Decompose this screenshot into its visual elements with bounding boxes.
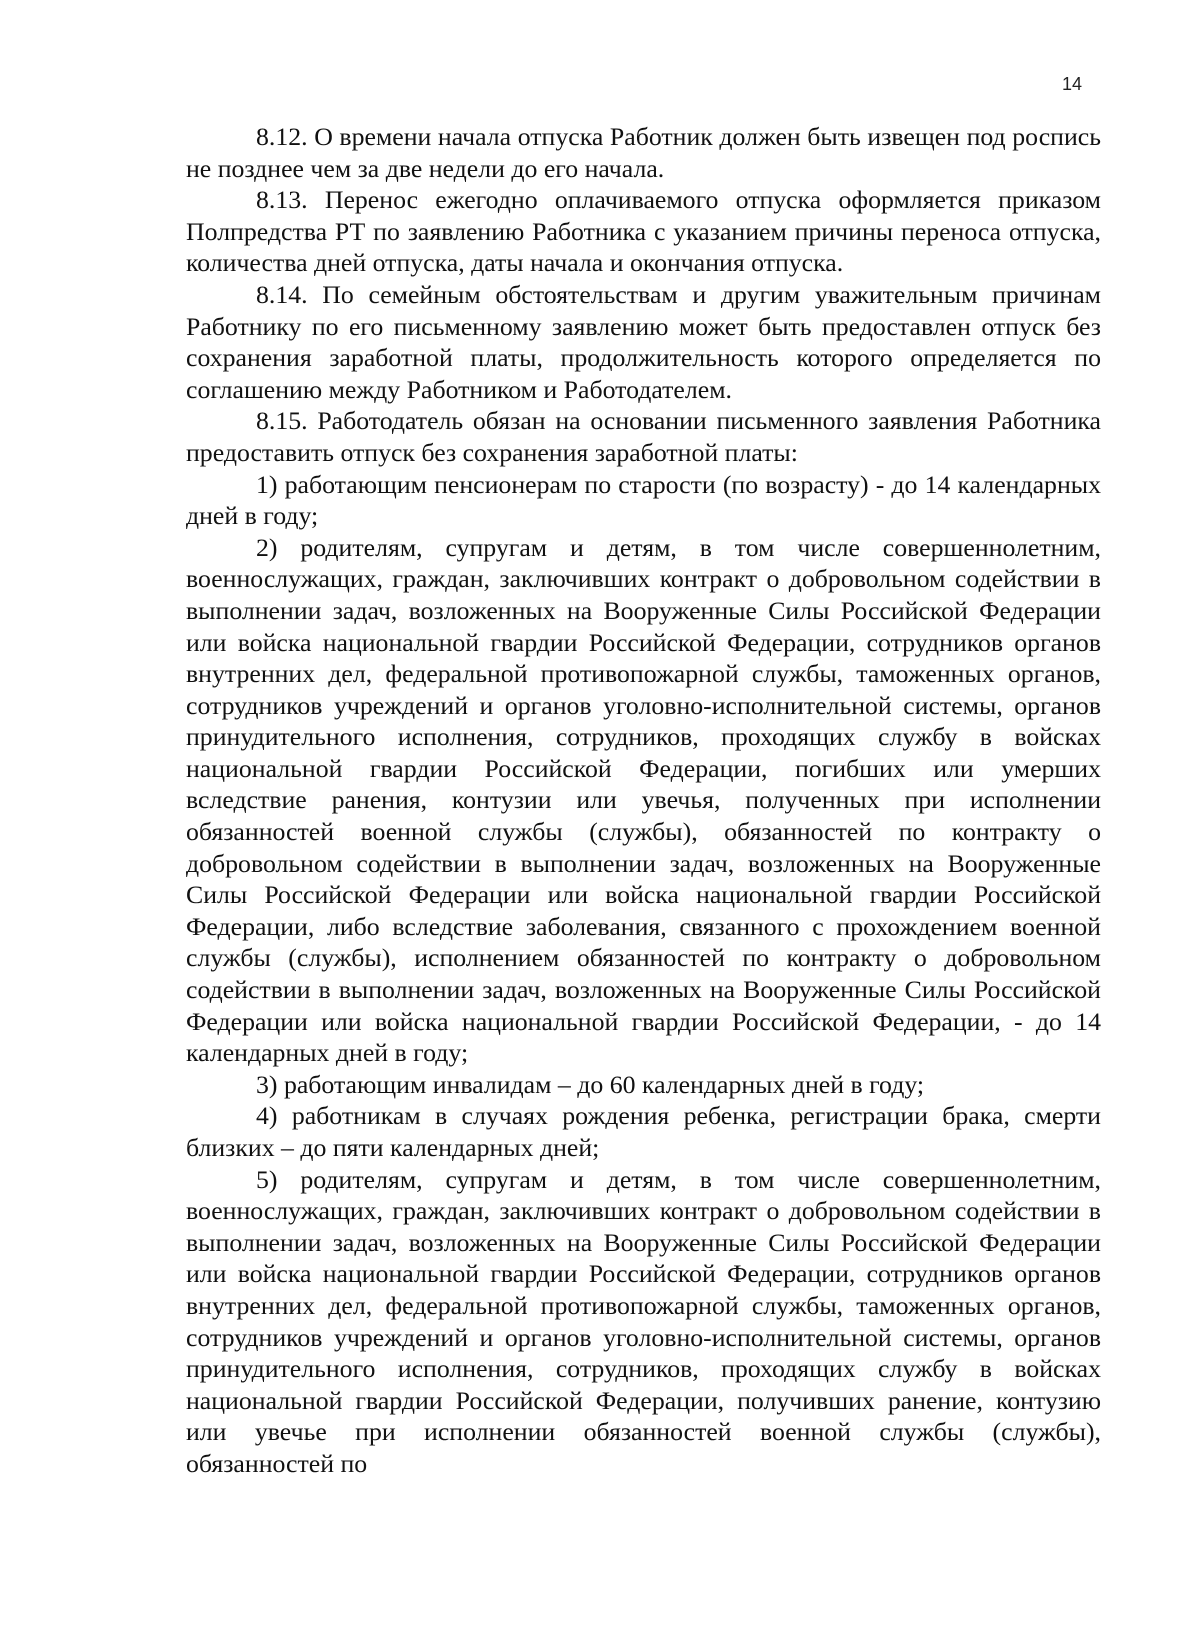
- list-item-4: 4) работникам в случаях рождения ребенка, регистрации брака, смерти близких – до пяти календарных дней;: [186, 1101, 1101, 1162]
- paragraph-8-13: 8.13. Перенос ежегодно оплачиваемого отпуска оформляется приказом Полпредства РТ по заявлению Работника с указанием причины переноса отпуска, количества дней отпуска, даты начала и окончания отпуска.: [186, 185, 1101, 278]
- paragraph-8-14: 8.14. По семейным обстоятельствам и другим уважительным причинам Работнику по его письменному заявлению может быть предоставлен отпуск без сохранения заработной платы, продолжительность которого определяется по соглашению между Работником и Работодателем.: [186, 279, 1101, 404]
- list-item-1: 1) работающим пенсионерам по старости (по возрасту) - до 14 календарных дней в году;: [186, 469, 1101, 531]
- page-number: 14: [1062, 74, 1083, 94]
- list-item-2: 2) родителям, супругам и детям, в том числе совершеннолетним, военнослужащих, граждан, заключивших контракт о добровольном содействии в выполнении задач, возложенных на Вооруженные Силы Российской Федерации или войска национальной гвардии Российской Федерации, сотрудников органов внутренних дел, федеральной противопожарной службы, таможенных органов, сотрудников учреждений и органов уголовно-исполнительной системы, органов принудительного исполнения, сотрудников, проходящих службу в войсках национальной гвардии Российской Федерации, погибших или умерших вследствие ранения, контузии или увечья, полученных при исполнении обязанностей военной службы (службы), обязанностей по контракту о добровольном содействии в выполнении задач, возложенных на Вооруженные Силы Российской Федерации или войска национальной гвардии Российской Федерации, либо вследствие заболевания, связанного с прохождением военной службы (службы), исполнением обязанностей по контракту о добровольном содействии в выполнении задач, возложенных на Вооруженные Силы Российской Федерации или войска национальной гвардии Российской Федерации, - до 14 календарных дней в году;: [186, 532, 1101, 1068]
- list-item-5: 5) родителям, супругам и детям, в том числе совершеннолетним, военнослужащих, граждан, заключивших контракт о добровольном содействии в выполнении задач, возложенных на Вооруженные Силы Российской Федерации или войска национальной гвардии Российской Федерации, сотрудников органов внутренних дел, федеральной противопожарной службы, таможенных органов, сотрудников учреждений и органов уголовно-исполнительной системы, органов принудительного исполнения, сотрудников, проходящих службу в войсках национальной гвардии Российской Федерации, получивших ранение, контузию или увечье при исполнении обязанностей военной службы (службы), обязанностей по: [186, 1164, 1101, 1478]
- paragraph-8-12: 8.12. О времени начала отпуска Работник должен быть извещен под роспись не позднее чем за две недели до его начала.: [186, 122, 1101, 183]
- document-body: [186, 121, 1101, 1480]
- paragraph-8-15: 8.15. Работодатель обязан на основании письменного заявления Работника предоставить отпуск без сохранения заработной платы:: [186, 406, 1101, 467]
- list-item-3: 3) работающим инвалидам – до 60 календарных дней в году;: [256, 1069, 925, 1099]
